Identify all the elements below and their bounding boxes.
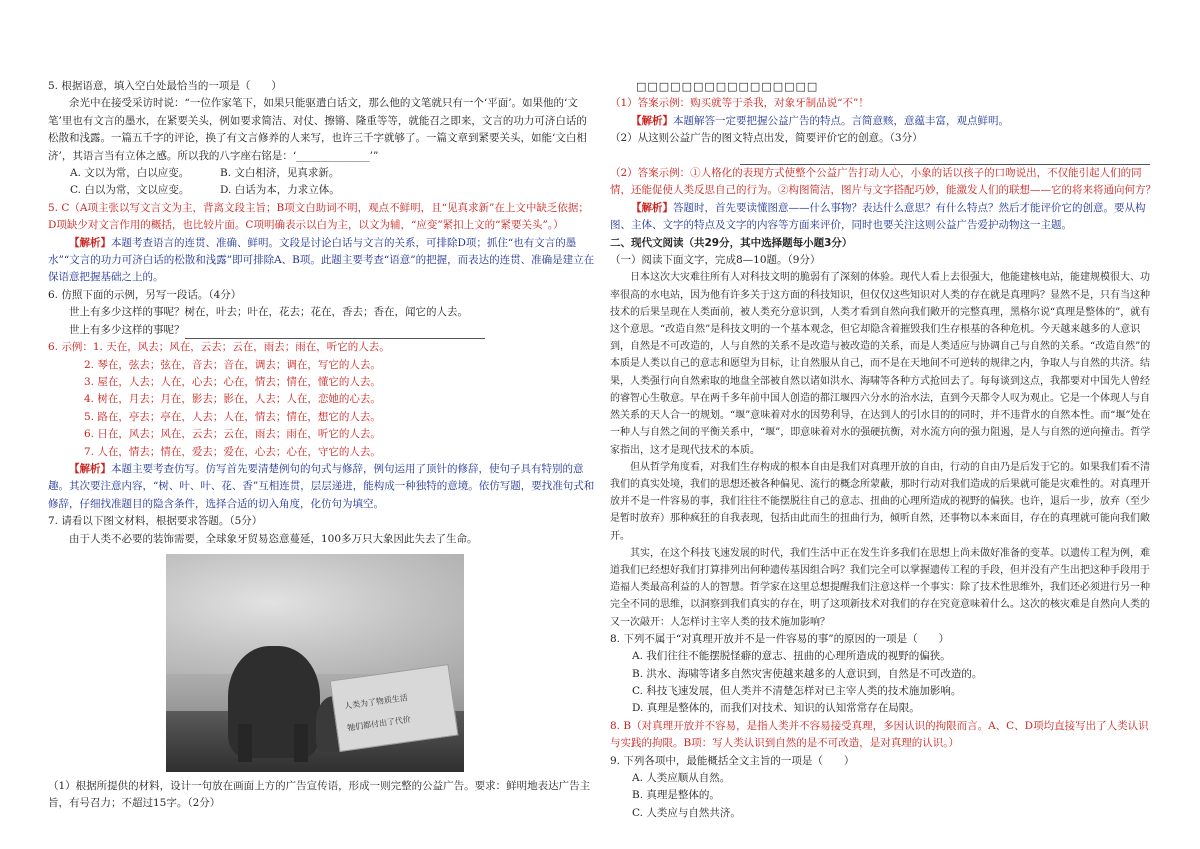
q9-option-c: C. 人类应与自然共济。 (632, 806, 741, 819)
q7-sub1: （1）根据所提供的材料，设计一句放在画面上方的广告宣传语，形成一则完整的公益广告。要求：鲜明地表达广告主旨，有号召力；不超过15字。（2分） (48, 779, 591, 810)
analysis-tag: 【解析】 (69, 462, 111, 475)
q7-analysis1 (610, 113, 1158, 130)
q6-answer-6: 6. 日在，风去；风在，云去；云在，雨去；雨在，听它的人去。 (84, 428, 381, 441)
q6-analysis (48, 461, 596, 513)
q5-option-c: C. 白以为常，文以应变。 (70, 184, 190, 197)
answer-boxes: □□□□□□□□□□□□□□□□ (636, 80, 819, 93)
photo-sky (166, 554, 464, 674)
reading-passage-p3: 其实，在这个科技飞速发展的时代，我们生活中正在发生许多我们在思想上尚未做好准备的变革。以遗传工程为例，难道我们已经想好我们打算排列出何种遗传基因组合吗？我们完全可以掌握遗传工程的手段，但并没有产生出把这种手段用于造福人类最高利益的人的智慧。哲学家在这里总想提醒我们注意这样一个事实：除了技术性思维外，我们还必须进行另一种完全不同的思维，以洞察到我们真实的存在，明了这项新技术对我们的存在究竟意味着什么。这次的核灾难是自然向人类的又一次敲开：人怎样讨主宰人类的技术施加影响？ (610, 547, 1150, 628)
adult-elephant (228, 646, 320, 758)
q9-option-b: B. 真理是整体的。 (632, 789, 720, 802)
q6-answer-line (185, 326, 485, 339)
q5-options-row1 (48, 165, 596, 182)
analysis-tag: 【解析】 (631, 114, 673, 127)
q6-stem: 6. 仿照下面的示例，另写一段话。（4分） (48, 288, 242, 301)
q6-answer-5: 5. 路在，亭去；亭在，人去；人在，情去；情在，想它的人去。 (84, 410, 381, 423)
q6-answer-2: 2. 琴在，弦去；弦在，音去；音在，调去；调在，写它的人去。 (84, 358, 381, 371)
q8-option-b: B. 洪水、海啸等诸多自然灾害使越来越多的人意识到，自然是不可改造的。 (632, 667, 983, 680)
analysis-tag: 【解析】 (69, 236, 111, 249)
q5-options-row2 (48, 182, 596, 199)
q5-stem: 5. 根据语意，填入空白处最恰当的一项是（ ） (48, 80, 282, 92)
elephant-leg (238, 724, 252, 762)
photo-sign-line2: 牠们都付出了代价 (346, 714, 412, 733)
q7-sub2-line (610, 148, 1158, 165)
q5-option-a: A. 文以为常，白以应变。 (70, 167, 190, 180)
q6-answer-7: 7. 人在，情去；情在，爱去；爱在，心去；心在，守它的人去。 (84, 445, 381, 458)
q7-analysis2 (610, 200, 1158, 235)
q5-option-d: D. 白话为本，力求立体。 (220, 184, 340, 197)
q7-sub2: （2）从这则公益广告的图文特点出发，简要评价它的创意。（3分） (610, 132, 923, 145)
answer-line (740, 152, 1150, 165)
q6-prompt-text: 世上有多少这样的事呢？ (69, 323, 185, 336)
q6-answer-head: 6. 示例：1. 天在，风去；风在，云去；云在，雨去；雨在，听它的人去。 (48, 341, 390, 354)
reading-passage-p1: 日本这次大灾难往所有人对科技文明的脆弱有了深刻的体验。现代人看上去很强大，他能建核电站，能建规模很大、功率很高的水电站，因为他有许多关于这方面的科技知识，但仅仅这些知识对人类的存在就是真理吗？显然不是，只有当这种技术的后果呈现在人类面前，被人类充分意识到，人类才看到自然向我们敞开的完整真理，黑格尔说“真理是整体的”，就有这个意思。“改造自然”是科技文明的一个基本观念，但它却隐含着摧毁我们生存根基的各种危机。今天越来越多的人意识到，自然是不可改造的，人与自然的关系不是改造与被改造的关系，而是人类适应与协调自己与自然的关系。“改造自然”的本质是人类以自己的意志和愿望为目标，让自然服从自己，而不是在天地间不可逆转的规律之内，争取人与自然的共济。结果，人类强行向自然索取的地盘全部被自然以诸如洪水、海啸等各种方式抢回去了。每每谈到这点，我都要对中国先人曾经的睿智心生敬意。早在两千多年前中国人创造的都江堰四六分水的治水法，直到今天都令人叹为观止。它是一个体现人与自然关系的天人合一的规划。“堰”意味着对水的因势利导，在达到人的引水目的的同时，并不违背水的自然本性。而“堰”处在一种人与自然之间的平衡关系中，“堰”，即意味着对水的强硬抗衡，对水流方向的强力阻遏，是人与自然的逆向撞击。哲学家指出，这才是现代技术的本质。 (610, 272, 1151, 456)
q9-option-a: A. 人类应顺从自然。 (632, 771, 731, 784)
elephant-photo (166, 554, 464, 772)
q5-analysis (48, 235, 596, 287)
q5-answer: 5. C（A项主张以写文言文为主，背离文段主旨；B项文白助词不明，观点不鲜明，且“见真求新”在上文中缺乏依据；D项缺少对文言作用的概括，也比较片面。C项明确表示以白为主，以文为辅，“应变”紧扣上文的“紧要关头”。） (48, 201, 589, 232)
q8-option-c: C. 科技飞速发展，但人类并不清楚怎样对已主宰人类的技术施加影响。 (632, 684, 962, 697)
q5-passage: 余光中在接受采访时说：“一位作家笔下，如果只能驱遣白话文，那么他的文笔就只有一个‘平面’。如果他的‘文笔’里也有文言的墨水，在紧要关头，例如要求简洁、对仗、擦锵、隆重等等，就能召之即来，文言的功力可济白话的松散和浅露。一篇五千字的评论，换了有文言修养的人来写，也许三千字就够了。一篇文章到紧要关头，如能‘文白相济’，其语言当有立体之感。所以我的八字座右铭是：‘______________’” (48, 97, 587, 162)
q8-stem: 8. 下列不属于“对真理开放并不是一件容易的事”的原因的一项是（ ） (610, 632, 950, 645)
left-column (48, 78, 596, 813)
q6-answer-4: 4. 树在，月去；月在，影去；影在，人去；人在，恋她的心去。 (84, 393, 381, 406)
q8-option-d: D. 真理是整体的，而我们对技术、知识的认知常常存在局限。 (632, 702, 920, 715)
right-column (610, 78, 1158, 822)
q7-analysis1-text: 本题解答一定要把握公益广告的特点。言简意赅，意蕴丰富，观点鲜明。 (673, 114, 1009, 127)
section-heading-modern-reading: 二、现代文阅读（共29分，其中选择题每小题3分） (610, 236, 853, 249)
q7-answer1: （1）答案示例：购买就等于杀我，对象牙制品说“不”！ (610, 97, 869, 110)
elephant-leg (294, 724, 308, 762)
reading-intro: （一）阅读下面文字，完成8—10题。（9分） (610, 254, 821, 267)
reading-passage-p2: 但从哲学角度看，对我们生存构成的根本自由是我们对真理开放的自由，行动的自由乃是后发于它的。如果我们看不清我们的真实处境，我们的思想还被各种偏见、流行的概念所蒙蔽，那时行动对我们造成的后果就可能是灾难性的。对真理开放并不是一件容易的事，我们往往不能摆脱往自己的意志、扭曲的心理所造成的视野的偏狭。也许，退后一步，放弃（至少是暂时放弃）那种疯狂的自我表现，包括由此而生的扭曲行为，倾听自然，还事物以本来面目，存在的真理就可能向我们敞开。 (610, 461, 1150, 542)
analysis-tag: 【解析】 (631, 201, 673, 214)
q7-answer2: （2）答案示例：①人格化的表现方式使整个公益广告打动人心，小象的话以孩子的口吻说出，不仅能引起人们的同情，还能促使人类反思自己的行为。②构图简洁，图片与文字搭配巧妙，能激发人们的联想——它的将来将通向何方？ (610, 167, 1156, 197)
q9-stem: 9. 下列各项中，最能概括全文主旨的一项是（ ） (610, 754, 855, 767)
q6-example: 世上有多少这样的事呢？树在，叶去；叶在，花去；花在，香去；香在，闻它的人去。 (69, 306, 468, 319)
q7-analysis2-text: 答题时，首先要读懂图意——什么事物？表达什么意思？有什么特点？然后才能评价它的创意。要从构图、主体、文字的特点及文字的内容等方面来评价，同时也要关注这则公益广告爱护动物这一主题。 (610, 201, 1146, 232)
q6-prompt (48, 322, 596, 339)
q8-answer: 8. B（对真理开放并不容易，是指人类并不容易接受真理，多因认识的拘限而言。A、C、D项均直接写出了人类认识与实践的拘限。B项：写人类认识到自然的是不可改造，是对真理的认识。） (610, 719, 1149, 750)
photo-sign-line1: 人类为了物质生活 (343, 693, 409, 711)
q5-option-b: B. 文白相济，见真求新。 (220, 167, 340, 180)
q7-stem: 7. 请看以下图文材料，根据要求答题。（5分） (48, 515, 263, 528)
q7-caption: 由于人类不必要的装饰需要，全球象牙贸易恣意蔓延，100多万只大象因此失去了生命。 (69, 532, 478, 545)
q8-option-a: A. 我们往往不能摆脱怪癖的意志、扭曲的心理所造成的视野的偏狭。 (632, 650, 951, 663)
q5-analysis-text: 本题考查语言的连贯、准确、鲜明。文段是讨论白话与文言的关系，可排除D项；抓住“也有文言的墨水”“文言的功力可济白话的松散和浅露”即可排除A、B项。此题主要考查“语意”的把握，而表达的连贯、准确是建立在保语意把握基础之上的。 (48, 236, 595, 284)
q6-answer-3: 3. 屋在，人去；人在，心去；心在，情去；情在，懂它的人去。 (84, 375, 381, 388)
q6-analysis-text: 本题主要考查仿写。仿写首先要清楚例句的句式与修辞，例句运用了顶针的修辞，使句子具有特别的意趣。其次要注意内容，“树、叶、叶、花、香”互相连贯，层层递进，能构成一种独特的意境。依仿写题，要找准句式和修辞，仔细找准题目的隐含条件，选择合适的切入角度，化仿句为填空。 (48, 462, 595, 510)
